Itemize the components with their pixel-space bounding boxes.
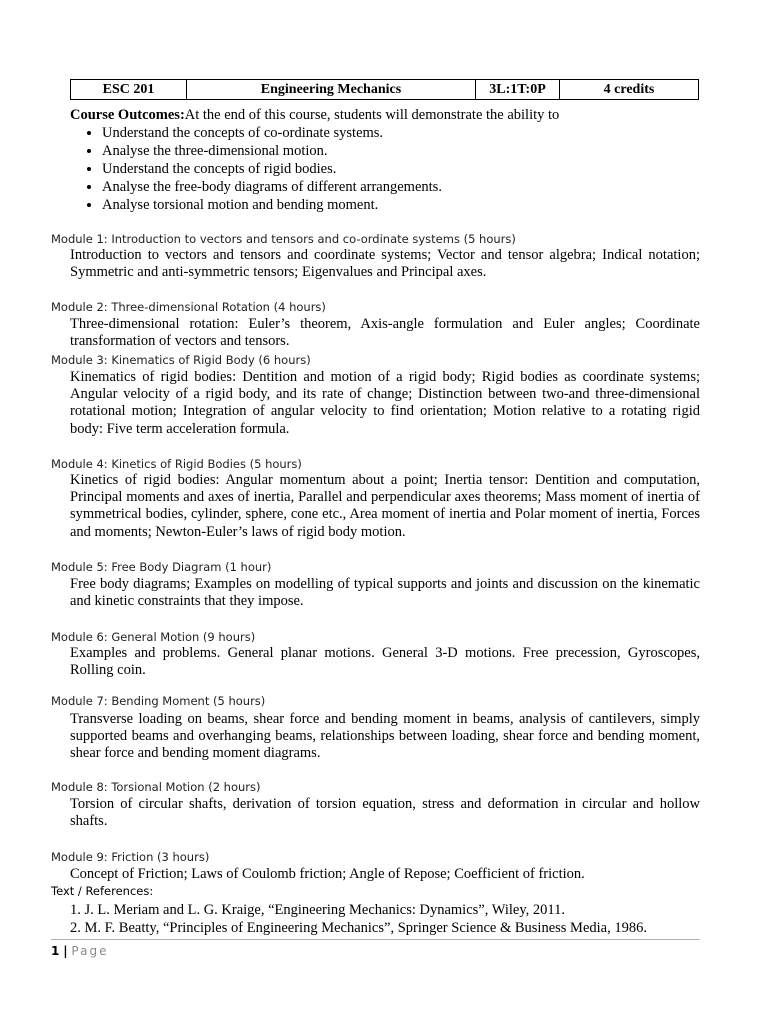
module-title: Module 5: Free Body Diagram (1 hour) xyxy=(51,560,272,574)
module-title: Module 4: Kinetics of Rigid Bodies (5 hours) xyxy=(51,457,302,471)
module-body: Three-dimensional rotation: Euler’s theorem, Axis-angle formulation and Euler angles; Coordinate transformation of vectors and tensors. xyxy=(70,316,700,350)
outcome-item: • Analyse the free-body diagrams of different arrangements. xyxy=(102,178,710,196)
module-body: Transverse loading on beams, shear force and bending moment in beams, analysis of cantilevers, simply supported beams and overhanging beams, relationships between loading, shear force and bending moment, shear force and bending moment diagrams. xyxy=(70,711,700,762)
references-title: Text / References: xyxy=(51,884,154,898)
outcome-item: • Analyse the three-dimensional motion. xyxy=(102,142,710,160)
outcome-item: • Understand the concepts of rigid bodies. xyxy=(102,160,710,178)
module-title: Module 9: Friction (3 hours) xyxy=(51,850,210,864)
module-body: Free body diagrams; Examples on modelling of typical supports and joints and discussion on the kinematic and kinetic constraints that they impose. xyxy=(70,576,700,610)
module-title: Module 1: Introduction to vectors and tensors and co-ordinate systems (5 hours) xyxy=(51,232,516,246)
module-body: Kinematics of rigid bodies: Dentition and motion of a rigid body; Rigid bodies as coordinate systems; Angular velocity of a rigid body, and its rate of change; Distinction between two-and three-dimensional rotational motion; Integration of angular velocity to find orientation; Motion relative to a rotating rigid body: Five term acceleration formula. xyxy=(70,369,700,437)
outcomes-intro: At the end of this course, students will demonstrate the ability to xyxy=(184,107,560,123)
outcome-item: • Understand the concepts of co-ordinate systems. xyxy=(102,124,710,142)
page-footer xyxy=(51,944,108,958)
course-ltp: 3L:1T:0P xyxy=(476,80,560,100)
outcomes-intro-line xyxy=(70,106,710,124)
module-title: Module 8: Torsional Motion (2 hours) xyxy=(51,780,261,794)
references-list xyxy=(70,901,647,937)
module-title: Module 3: Kinematics of Rigid Body (6 hours) xyxy=(51,353,311,367)
module-body: Introduction to vectors and tensors and coordinate systems; Vector and tensor algebra; Indical notation; Symmetric and anti-symmetric tensors; Eigenvalues and Principal axes. xyxy=(70,247,700,281)
module-body: Concept of Friction; Laws of Coulomb friction; Angle of Repose; Coefficient of friction. xyxy=(70,866,585,882)
module-body: Torsion of circular shafts, derivation of torsion equation, stress and deformation in circular and hollow shafts. xyxy=(70,796,700,830)
course-header-table xyxy=(70,79,699,100)
course-header-row xyxy=(71,80,699,100)
outcome-item: • Analyse torsional motion and bending moment. xyxy=(102,196,710,214)
module-body: Kinetics of rigid bodies: Angular momentum about a point; Inertia tensor: Dentition and computation, Principal moments and axes of inertia, Parallel and perpendicular axes theorems; Mass moment of inertia of symmetrical bodies, cylinder, sphere, cone etc., Area moment of inertia and Polar moment of inertia, Forces and moments; Newton-Euler’s laws of rigid body motion. xyxy=(70,472,700,540)
module-body: Examples and problems. General planar motions. General 3-D motions. Free precession, Gyroscopes, Rolling coin. xyxy=(70,645,700,679)
course-code: ESC 201 xyxy=(71,80,187,100)
module-title: Module 6: General Motion (9 hours) xyxy=(51,630,256,644)
page-number: 1 xyxy=(51,944,60,958)
reference-item: 1. J. L. Meriam and L. G. Kraige, “Engineering Mechanics: Dynamics”, Wiley, 2011. xyxy=(70,902,565,918)
footer-separator: | xyxy=(63,944,68,958)
course-outcomes xyxy=(70,106,710,214)
page-label: Page xyxy=(71,944,109,958)
reference-item: 2. M. F. Beatty, “Principles of Engineering Mechanics”, Springer Science & Business Media, 1986. xyxy=(70,920,647,936)
course-name: Engineering Mechanics xyxy=(187,80,476,100)
outcomes-list xyxy=(70,124,710,214)
course-credits: 4 credits xyxy=(560,80,699,100)
module-title: Module 7: Bending Moment (5 hours) xyxy=(51,694,266,708)
outcomes-label: Course Outcomes: xyxy=(70,107,185,123)
footer-divider xyxy=(51,939,700,940)
module-title: Module 2: Three-dimensional Rotation (4 hours) xyxy=(51,300,326,314)
